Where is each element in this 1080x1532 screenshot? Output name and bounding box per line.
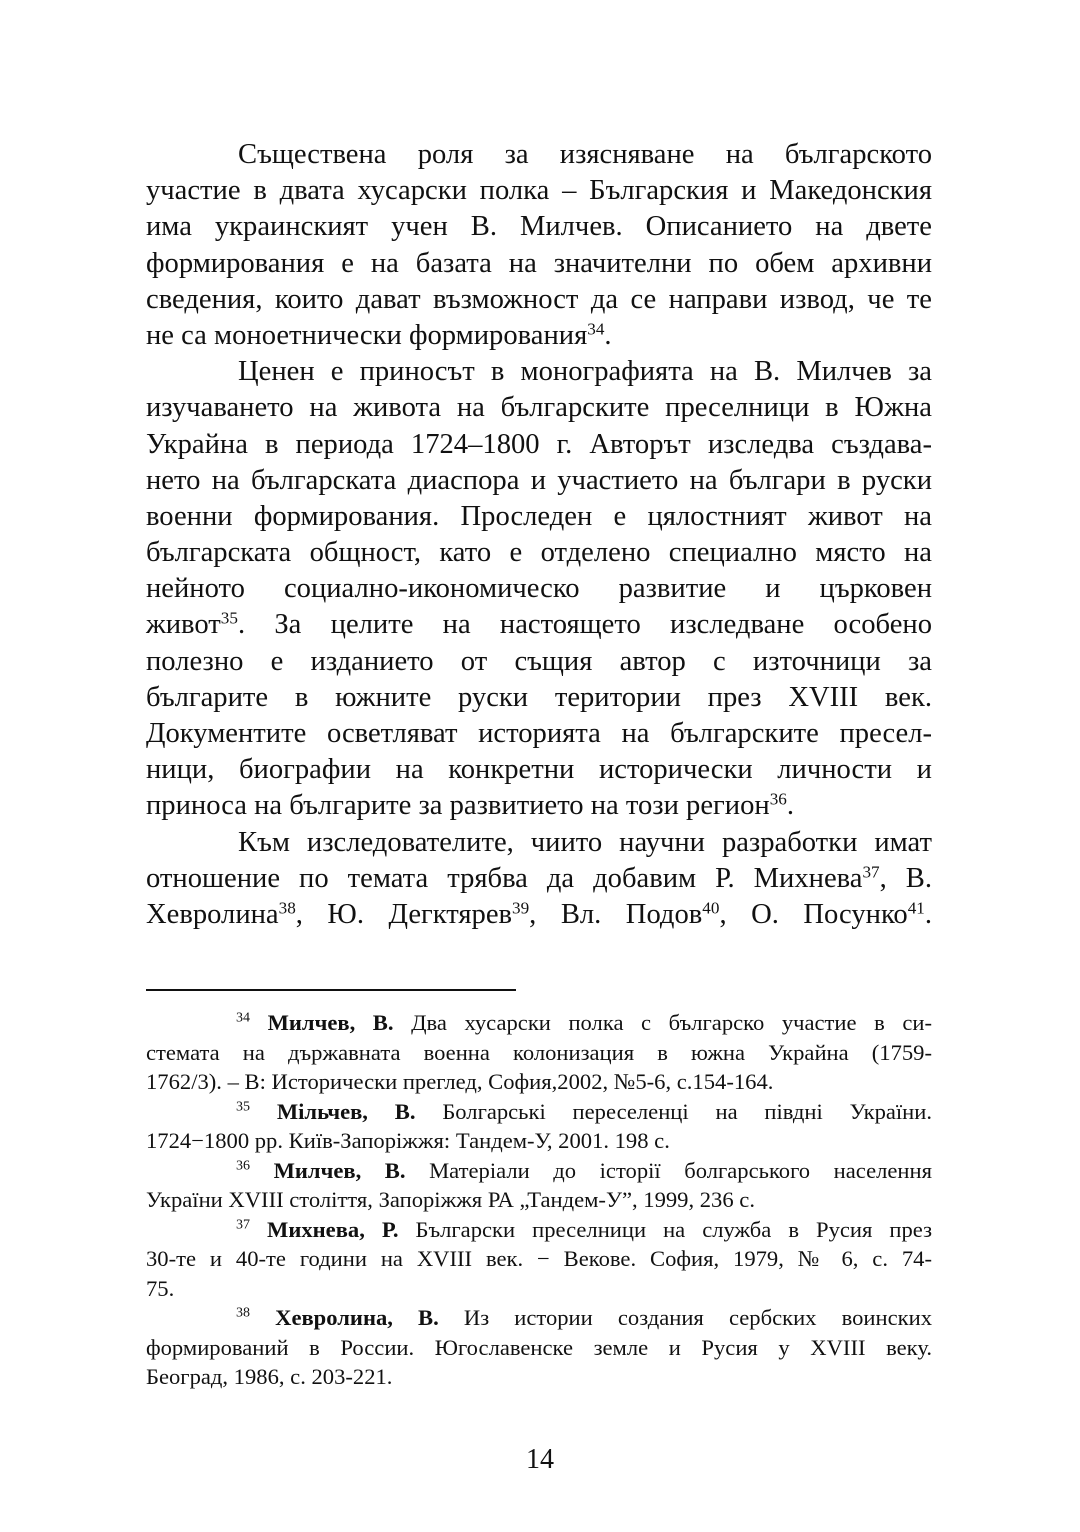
paragraph-line: изучаването на живота на българските преселници в Южна — [146, 392, 932, 424]
paragraph-line: Към изследователите, чиито научни разработки имат — [238, 826, 932, 858]
footnote-author: Хевролина, В. — [275, 1305, 439, 1330]
footnote-ref: 36 — [769, 789, 787, 809]
footnote-35: $^{35}$ Мільчев, В. Болгарські переселенці на півдні України. 1724−1800 рр. Київ-Запоріжжя: Тандем-У, 2001. 198 с. — [146, 1097, 932, 1156]
paragraph-line: българската общност, като е отделено специално място на — [146, 537, 932, 569]
paragraph-line: ници, биографии на конкретни исторически личности и — [146, 754, 932, 786]
footnotes — [146, 1008, 932, 1392]
footnote-line: України XVIII століття, Запоріжжя РА „Тандем-У”, 1999, 236 с. — [146, 1187, 755, 1212]
footnote-line: стемата на държавната военна колонизация в южна Украйна (1759- — [146, 1039, 932, 1065]
footnote-36: $^{36}$ Милчев, В. Матеріали до історії болгарського населення України XVIII століття, Запоріжжя РА „Тандем-У”, 1999, 236 с. — [146, 1156, 932, 1215]
footnote-ref: 37 — [862, 862, 880, 882]
paragraph-line: Хевролина$^{38}$, Ю. Дегктярев$^{39}$, Вл. Подов$^{40}$, О. Посунко$^{41}$. — [146, 898, 932, 930]
paragraph-line: сведения, които дават възможност да се направи извод, че те — [146, 283, 932, 315]
footnote-34: $^{34}$ Милчев, В. Два хусарски полка с българско участие в си- стемата на държавната военна колонизация в южна Украйна (1759- 1762/3). – В: Исторически преглед, София,2002, №5-6, с.154-164. — [146, 1008, 932, 1097]
paragraph-line: Съществена роля за изясняване на българското — [238, 139, 932, 170]
footnote-ref: 38 — [278, 898, 296, 918]
page-number: 14 — [526, 1444, 554, 1475]
footnote-line: 1762/3). – В: Исторически преглед, София,2002, №5-6, с.154-164. — [146, 1069, 774, 1094]
paragraph-line: нето на българската диаспора и участието на българи в руски — [146, 464, 932, 496]
footnote-number: 37 — [236, 1217, 250, 1233]
paragraph-line: полезно е изданието от същия автор с източници за — [146, 645, 932, 677]
paragraph-line: има украинският учен В. Милчев. Описанието на двете — [146, 211, 932, 243]
footnote-line: Београд, 1986, с. 203-221. — [146, 1364, 393, 1389]
footnote-line: 1724−1800 рр. Київ-Запоріжжя: Тандем-У, 2001. 198 с. — [146, 1128, 670, 1153]
footnote-author: Михнева, Р. — [267, 1216, 399, 1242]
footnote-line: формирований в России. Югославенске земле и Русия у XVIII веку. — [146, 1334, 932, 1360]
paragraph-line: формирования е на базата на значителни по обем архивни — [146, 247, 932, 279]
footnote-number: 34 — [236, 1010, 250, 1026]
footnote-author: Мільчев, В. — [276, 1098, 416, 1124]
footnote-37: $^{37}$ Михнева, Р. Български преселници на служба в Русия през 30-те и 40-те години на XVIII век. − Векове. София, 1979, № 6, с. 74- 75. — [146, 1215, 932, 1304]
footnote-author: Милчев, В. — [273, 1157, 406, 1183]
footnote-number: 36 — [236, 1158, 250, 1174]
footnote-ref: 34 — [587, 319, 605, 339]
footnote-line: 30-те и 40-те години на XVIII век. − Векове. София, 1979, № 6, с. 74- — [146, 1246, 932, 1271]
paragraph-line: Документите осветляват историята на българските пресел- — [146, 718, 932, 749]
footnote-author: Милчев, В. — [267, 1010, 394, 1035]
paragraph-line: Ценен е приносът в монографията на В. Милчев за — [238, 356, 932, 388]
footnote-ref: 39 — [512, 898, 530, 918]
paragraph-line: българите в южните руски територии през XVIII век. — [146, 681, 932, 713]
footnote-ref: 40 — [702, 898, 720, 918]
footnote-ref: 35 — [220, 609, 238, 628]
paragraph-line: участие в двата хусарски полка – Българския и Македонския — [146, 175, 932, 207]
main-text — [146, 137, 932, 933]
paragraph-line: нейното социално-икономическо развитие и църковен — [146, 573, 932, 605]
paragraph-line: военни формирования. Проследен е цялостният живот на — [146, 500, 932, 532]
footnote-38: $^{38}$ Хевролина, В. Из истории создания сербских воинских формирований в России. Югославенске земле и Русия у XVIII веку. Београд, 1986, с. 203-221. — [146, 1303, 932, 1392]
paragraph-line: приноса на българите за развитието на този регион$^{36}$. — [146, 789, 794, 822]
paragraph-line: отношение по темата трябва да добавим Р. Михнева$^{37}$, В. — [146, 862, 932, 894]
footnote-separator — [146, 989, 516, 991]
paragraph-line: живот$^{35}$. За целите на настоящето изследване особено — [146, 609, 932, 641]
footnote-number: 38 — [236, 1305, 250, 1321]
footnote-number: 35 — [236, 1099, 250, 1115]
footnote-line: 75. — [146, 1275, 175, 1301]
footnote-ref: 41 — [907, 898, 925, 918]
paragraph-line: Украйна в периода 1724–1800 г. Авторът изследва създава- — [146, 428, 932, 460]
paragraph-line: не са моноетнически формирования$^{34}$. — [146, 319, 612, 351]
